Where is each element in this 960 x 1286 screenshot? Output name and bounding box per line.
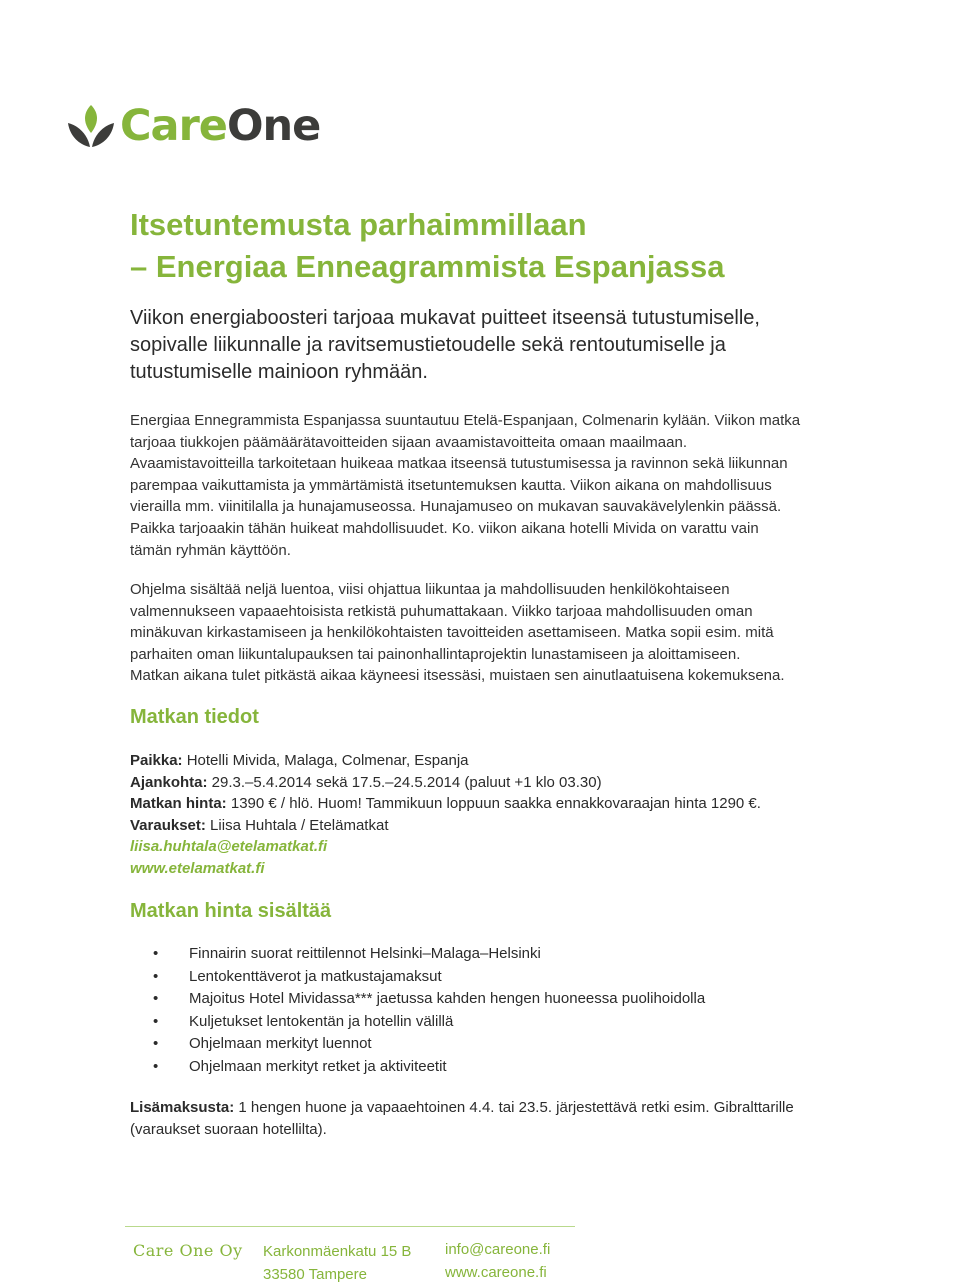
includes-heading: Matkan hinta sisältää	[130, 900, 332, 922]
booking-email-link[interactable]: liisa.huhtala@etelamatkat.fi	[130, 838, 328, 856]
detail-dates: Ajankohta: 29.3.–5.4.2014 sekä 17.5.–24.5.2014 (paluut +1 klo 03.30)	[130, 773, 602, 791]
footer-address: Karkonmäenkatu 15 B 33580 Tampere	[263, 1243, 412, 1283]
list-item: • Ohjelmaan merkityt luennot	[130, 1033, 705, 1056]
list-item: • Kuljetukset lentokentän ja hotellin välillä	[130, 1011, 705, 1034]
extra-label: Lisämaksusta:	[130, 1099, 235, 1116]
booking-website-link[interactable]: www.etelamatkat.fi	[130, 859, 265, 877]
bullet-icon: •	[153, 945, 159, 962]
trip-details	[130, 750, 761, 880]
paragraph-line: parhaiten oman liikuntalupauksen tai painonhallintaprojektin lunastamiseen ja aloittamiseen.	[130, 645, 741, 663]
footer-website-link[interactable]: www.careone.fi	[445, 1264, 547, 1281]
detail-booking: Varaukset: Liisa Huhtala / Etelämatkat	[130, 816, 389, 834]
bullet-icon: •	[153, 1012, 159, 1030]
paragraph-line: valmennukseen vapaaehtoisista retkistä puhumattakaan. Viikko tarjoaa mahdollisuuden oman	[130, 602, 753, 620]
bullet-icon: •	[153, 967, 159, 985]
paragraph-line: tämän ryhmän käyttöön.	[130, 541, 291, 559]
list-item: • Lentokenttäverot ja matkustajamaksut	[130, 966, 705, 989]
paragraph-line: vierailla mm. viinitilalla ja hunajamuseossa. Hunajamuseo on mukavan sauvakävelylenkin päässä.	[130, 498, 782, 516]
paragraph-line: Ohjelma sisältää neljä luentoa, viisi ohjattua liikuntaa ja mahdollisuuden henkilökohtaiseen	[130, 581, 730, 598]
paragraph-line: Energiaa Ennegrammista Espanjassa suuntautuu Etelä-Espanjaan, Colmenarin kylään. Viikon matka	[130, 412, 801, 429]
footer-contact	[445, 1238, 550, 1284]
paragraph-line: parempaa vaikuttamista ja ymmärtämistä itsetuntemuksen kautta. Viikon aikana on mahdollisuus	[130, 476, 772, 494]
lead-line: Viikon energiaboosteri tarjoaa mukavat puitteet itseensä tutustumiselle,	[130, 307, 760, 329]
paragraph-line: Matkan aikana tulet pitkästä aikaa käyneesi itsessäsi, muistaen sen ainutlaatuisena kokemuksena.	[130, 667, 785, 685]
lead-line: sopivalle liikunnalle ja ravitsemustietoudelle sekä rentoutumiselle ja	[130, 334, 726, 356]
logo-wordmark: CareOne	[120, 100, 321, 151]
list-item: • Finnairin suorat reittilennot Helsinki–Malaga–Helsinki	[130, 943, 705, 966]
includes-list	[130, 943, 705, 1078]
title-line-2: – Energiaa Enneagrammista Espanjassa	[130, 249, 725, 284]
footer-company: Care One Oy	[133, 1241, 243, 1260]
footer-email-link[interactable]: info@careone.fi	[445, 1241, 551, 1258]
footer-divider	[125, 1226, 575, 1227]
paragraph-line: Paikka tarjoaakin tähän huikeat mahdollisuudet. Ko. viikon aikana hotelli Mivida on varattu vain	[130, 519, 759, 537]
detail-price: Matkan hinta: 1390 € / hlö. Huom! Tammikuun loppuun saakka ennakkovaraajan hinta 1290 €.	[130, 795, 761, 813]
details-heading: Matkan tiedot	[130, 706, 259, 728]
paragraph-line: Avaamistavoitteilla tarkoitetaan huikeaa matkaa itseensä tutustumisessa ja ravinnon sekä liikunnan	[130, 455, 788, 473]
list-item: • Ohjelmaan merkityt retket ja aktiviteetit	[130, 1056, 705, 1079]
title-line-1: Itsetuntemusta parhaimmillaan	[130, 207, 587, 242]
program-paragraph	[130, 579, 850, 687]
bullet-icon: •	[153, 990, 159, 1007]
extra-fees: Lisämaksusta: 1 hengen huone ja vapaaehtoinen 4.4. tai 23.5. järjestettävä retki esim. Gibralttarille (varaukset suoraan hotellilta).	[130, 1099, 794, 1138]
careone-logo	[66, 96, 320, 156]
detail-place: Paikka: Hotelli Mivida, Malaga, Colmenar, Espanja	[130, 752, 469, 769]
lead-paragraph	[130, 305, 850, 386]
bullet-icon: •	[153, 1035, 159, 1052]
list-item: • Majoitus Hotel Mividassa*** jaetussa kahden hengen huoneessa puolihoidolla	[130, 988, 705, 1011]
page-title	[130, 204, 724, 288]
paragraph-line: minäkuvan kirkastamiseen ja henkilökohtaisten tavoitteiden asettamiseen. Matka sopii esim. mitä	[130, 624, 774, 642]
paragraph-line: tarjoaa tiukkojen päämäärätavoitteiden sijaan avaamistavoitteita omaan maailmaan.	[130, 433, 687, 451]
intro-paragraph	[130, 410, 850, 561]
lead-line: tutustumiselle mainioon ryhmään.	[130, 361, 428, 383]
bullet-icon: •	[153, 1057, 159, 1075]
leaf-sprout-icon	[66, 103, 116, 149]
